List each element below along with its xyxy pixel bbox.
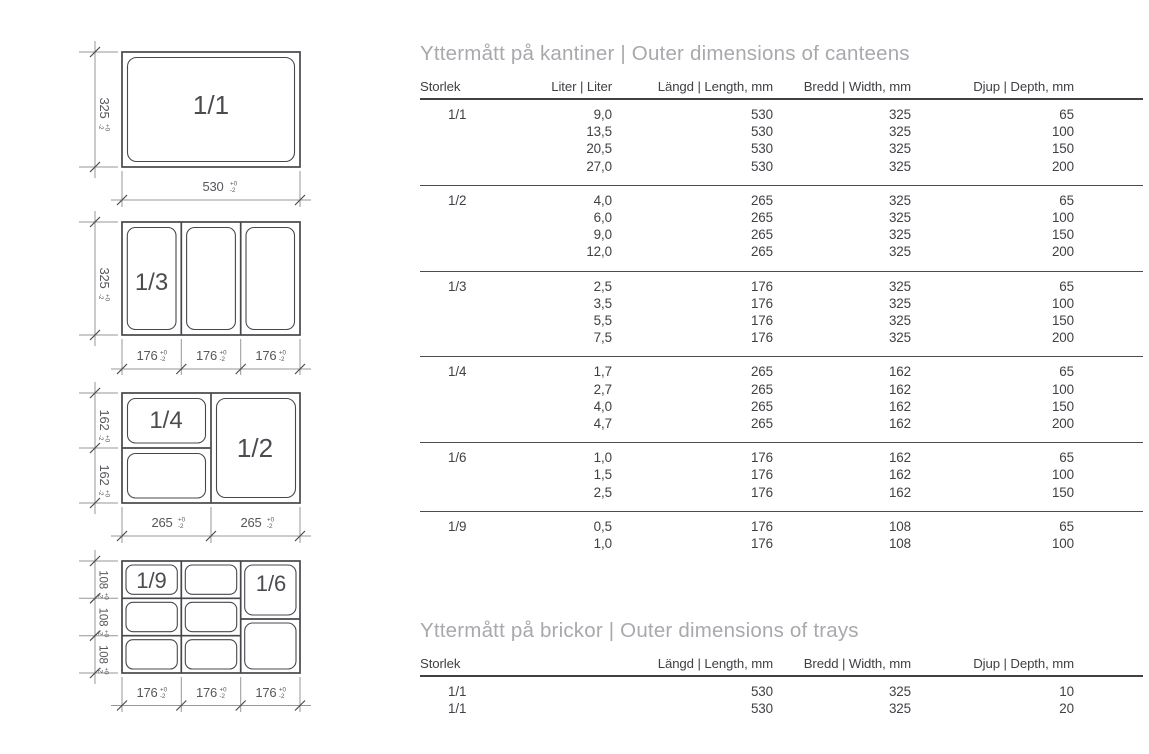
col-header-width: Bredd | Width, mm [803, 656, 911, 672]
tolerance-plus: +0 [178, 516, 186, 524]
tolerance-plus: +0 [102, 630, 110, 638]
cell-width: 162 [888, 381, 911, 397]
table-row [420, 278, 1143, 295]
diagram-gn-1-4-1-2 [79, 382, 311, 543]
col-header-depth: Djup | Depth, mm [973, 656, 1074, 672]
diagram-gn-1-9-1-6 [79, 550, 311, 712]
cell-depth: 10 [1059, 684, 1074, 700]
tolerance-minus: -2 [96, 592, 104, 599]
cell-liter: 2,5 [593, 484, 612, 500]
cell-length: 176 [750, 467, 773, 483]
tolerance-plus: +0 [103, 124, 111, 132]
cell-liter: 20,5 [586, 141, 612, 157]
cell-storlek-empty [420, 329, 520, 346]
cell-depth: 150 [1051, 313, 1074, 329]
cell-storlek: 1/3 [448, 278, 467, 294]
pan-label-1-3: 1/3 [134, 269, 169, 296]
table-row [420, 312, 1143, 329]
tolerance-plus: +0 [103, 435, 111, 443]
cell-depth: 65 [1059, 192, 1074, 208]
cell-depth: 100 [1051, 210, 1074, 226]
pan-inner-1-4 [128, 454, 206, 499]
trays-body [420, 677, 1143, 727]
cell-width: 325 [888, 158, 911, 174]
table-row [420, 140, 1143, 157]
cell-width: 162 [888, 416, 911, 432]
pan-label-1-2: 1/2 [236, 433, 274, 463]
cell-width: 325 [888, 701, 911, 717]
cell-liter: 3,5 [593, 295, 612, 311]
dim-label: 162 [97, 464, 112, 486]
cell-width: 325 [888, 330, 911, 346]
cell-liter: 6,0 [593, 210, 612, 226]
dim-label: 108 [96, 645, 109, 664]
tolerance-plus: +0 [278, 349, 286, 357]
tolerance-minus: -2 [230, 187, 236, 194]
cell-depth: 65 [1059, 450, 1074, 466]
cell-depth: 20 [1059, 701, 1074, 717]
cell-storlek-empty [420, 466, 520, 483]
cell-storlek-empty [420, 398, 520, 415]
cell-liter: 9,0 [593, 227, 612, 243]
dim-label: 265 [151, 515, 173, 530]
cell-liter: 4,0 [593, 398, 612, 414]
dim-label: 176 [195, 685, 218, 700]
pan-inner-1-9 [185, 640, 236, 669]
cell-length: 265 [750, 244, 773, 260]
col-header-depth: Djup | Depth, mm [973, 79, 1074, 94]
tolerance-plus: +0 [278, 686, 286, 694]
cell-storlek: 1/9 [448, 518, 467, 534]
cell-storlek-empty [420, 484, 520, 501]
size-group-1-3 [420, 272, 1143, 358]
cell-length: 265 [750, 192, 773, 208]
col-header-storlek: Storlek [420, 656, 461, 672]
cell-storlek: 1/2 [448, 192, 467, 208]
tolerance-plus: +0 [219, 686, 227, 694]
col-header-length: Längd | Length, mm [657, 79, 773, 94]
cell-width: 162 [888, 484, 911, 500]
tolerance-minus: -2 [219, 693, 226, 700]
dimension-width-530 [111, 171, 311, 207]
dim-label: 162 [97, 409, 112, 431]
dimension-width-265x2 [111, 507, 311, 543]
cell-depth: 65 [1059, 518, 1074, 534]
col-header-length: Längd | Length, mm [657, 656, 773, 672]
dim-label: 108 [96, 607, 109, 627]
size-group-1-1 [420, 100, 1143, 186]
cell-depth: 100 [1051, 295, 1074, 311]
cell-width: 325 [888, 227, 911, 243]
table-row [420, 209, 1143, 226]
cell-width: 325 [888, 244, 911, 260]
cell-depth: 150 [1051, 141, 1074, 157]
tolerance-minus: -2 [160, 693, 166, 700]
table-row [420, 484, 1143, 501]
cell-width: 162 [888, 467, 911, 483]
cell-depth: 200 [1051, 416, 1074, 432]
cell-depth: 200 [1051, 244, 1074, 260]
cell-depth: 65 [1059, 107, 1074, 122]
cell-length: 265 [750, 227, 773, 243]
pan-label-1-6: 1/6 [255, 571, 287, 596]
size-group-1-6 [420, 443, 1143, 512]
cell-storlek-empty [420, 226, 520, 243]
cell-liter: 1,5 [593, 467, 612, 483]
cell-depth: 100 [1051, 381, 1074, 397]
trays-header-row [420, 656, 1143, 677]
table-row [420, 295, 1143, 312]
table-row [420, 535, 1143, 552]
table-row [420, 243, 1143, 260]
cell-liter: 7,5 [593, 330, 612, 346]
tolerance-plus: +0 [267, 516, 275, 524]
dim-label: 325 [97, 267, 112, 289]
cell-depth: 200 [1051, 330, 1074, 346]
cell-width: 325 [888, 210, 911, 226]
table-row [420, 466, 1143, 483]
table-row [420, 192, 1143, 209]
pan-inner-1-9 [185, 565, 236, 594]
table-row [420, 683, 1143, 700]
cell-width: 325 [888, 141, 911, 157]
dim-label: 530 [202, 179, 224, 194]
cell-liter: 0,5 [593, 518, 612, 534]
cell-liter: 2,7 [593, 381, 612, 397]
cell-depth: 65 [1059, 278, 1074, 294]
table-row [420, 415, 1143, 432]
cell-liter: 27,0 [586, 158, 612, 174]
cell-length: 530 [750, 107, 773, 122]
tolerance-minus: -2 [97, 294, 104, 300]
pan-inner-1-9 [126, 640, 177, 669]
tolerance-plus: +0 [103, 294, 111, 302]
cell-length: 530 [750, 141, 773, 157]
canteens-title: Yttermått på kantiner | Outer dimensions of canteens [420, 42, 910, 65]
tolerance-plus: +0 [102, 667, 110, 675]
cell-liter: 5,5 [593, 313, 612, 329]
cell-length: 265 [750, 416, 773, 432]
tolerance-minus: -2 [178, 523, 184, 530]
table-row [420, 363, 1143, 380]
cell-length: 265 [750, 364, 773, 380]
cell-storlek: 1/4 [448, 364, 467, 380]
cell-storlek-empty [420, 295, 520, 312]
tolerance-minus: -2 [97, 124, 104, 130]
dim-label: 176 [195, 348, 218, 363]
cell-width: 162 [888, 398, 911, 414]
cell-length: 176 [750, 278, 773, 294]
table-row [420, 449, 1143, 466]
cell-length: 176 [750, 536, 773, 552]
tolerance-minus: -2 [97, 435, 104, 441]
cell-liter: 1,7 [593, 364, 612, 380]
cell-width: 325 [888, 124, 911, 140]
cell-length: 530 [750, 701, 773, 717]
table-row [420, 123, 1143, 140]
cell-length: 176 [750, 313, 773, 329]
dim-label: 176 [255, 685, 277, 700]
pan-inner-1-9 [185, 602, 236, 631]
tolerance-minus: -2 [267, 523, 273, 530]
size-group-1-9 [420, 512, 1143, 562]
cell-liter: 1,0 [593, 450, 612, 466]
pan-inner-1-6 [245, 623, 296, 669]
pan-inner-1-9 [126, 602, 177, 631]
cell-width: 325 [888, 295, 911, 311]
tolerance-plus: +0 [160, 349, 168, 357]
cell-length: 265 [750, 398, 773, 414]
cell-depth: 200 [1051, 158, 1074, 174]
cell-liter: 12,0 [586, 244, 612, 260]
cell-storlek-empty [420, 140, 520, 157]
col-header-liter: Liter | Liter [551, 79, 612, 94]
tolerance-plus: +0 [230, 180, 238, 188]
cell-length: 265 [750, 210, 773, 226]
cell-width: 325 [888, 313, 911, 329]
dim-label: 176 [136, 348, 158, 363]
tolerance-plus: +0 [219, 349, 227, 357]
tolerance-minus: -2 [278, 356, 285, 363]
cell-length: 530 [750, 124, 773, 140]
cell-liter: 4,0 [593, 192, 612, 208]
pan-label-1-1: 1/1 [192, 90, 230, 120]
cell-liter: 4,7 [593, 416, 612, 432]
pan-inner-1-3 [246, 228, 295, 330]
cell-storlek: 1/1 [448, 107, 467, 122]
cell-width: 162 [888, 364, 911, 380]
cell-width: 325 [888, 684, 911, 700]
cell-depth: 100 [1051, 536, 1074, 552]
cell-length: 530 [750, 158, 773, 174]
cell-length: 176 [750, 295, 773, 311]
cell-liter: 2,5 [593, 278, 612, 294]
size-group-1-2 [420, 186, 1143, 272]
dimension-height-325 [79, 211, 118, 346]
dimension-width-176x3 [111, 677, 311, 712]
dimension-width-176x3 [111, 339, 311, 375]
dimension-height-325 [79, 41, 118, 178]
table-row [420, 158, 1143, 175]
cell-width: 162 [888, 450, 911, 466]
cell-storlek-empty [420, 535, 520, 552]
dimension-height-108x3 [79, 550, 118, 684]
dim-label: 265 [240, 515, 262, 530]
table-row [420, 106, 1143, 123]
tolerance-plus: +0 [160, 686, 168, 694]
trays-title: Yttermått på brickor | Outer dimensions of trays [420, 619, 859, 643]
dim-label: 176 [255, 348, 277, 363]
tolerance-minus: -2 [97, 490, 104, 496]
tolerance-minus: -2 [96, 630, 104, 636]
cell-liter: 9,0 [593, 107, 612, 122]
cell-width: 108 [888, 536, 911, 552]
tables-panel [420, 42, 1143, 728]
cell-depth: 100 [1051, 467, 1074, 483]
table-row [420, 329, 1143, 346]
dim-label: 176 [136, 685, 158, 700]
diagram-gn-1-1 [79, 41, 311, 207]
size-group-1-4 [420, 357, 1143, 443]
cell-width: 108 [888, 518, 911, 534]
table-row [420, 226, 1143, 243]
cell-width: 325 [888, 192, 911, 208]
tolerance-minus: -2 [160, 356, 166, 363]
cell-width: 325 [888, 107, 911, 122]
pan-inner-1-3 [187, 228, 236, 330]
cell-width: 325 [888, 278, 911, 294]
tolerance-minus: -2 [96, 667, 104, 673]
table-row [420, 398, 1143, 415]
cell-storlek-empty [420, 158, 520, 175]
table-row [420, 381, 1143, 398]
cell-length: 530 [750, 684, 773, 700]
cell-storlek-empty [420, 381, 520, 398]
diagram-gn-1-3 [79, 211, 311, 375]
tolerance-minus: -2 [278, 693, 285, 700]
pan-label-1-4: 1/4 [149, 407, 183, 434]
tolerance-plus: +0 [102, 592, 110, 600]
cell-depth: 65 [1059, 364, 1074, 380]
cell-length: 176 [750, 484, 773, 500]
cell-storlek: 1/1 [448, 684, 467, 700]
tolerance-plus: +0 [103, 490, 111, 498]
cell-storlek-empty [420, 209, 520, 226]
col-header-width: Bredd | Width, mm [803, 79, 911, 94]
cell-depth: 150 [1051, 227, 1074, 243]
cell-storlek-empty [420, 312, 520, 329]
tolerance-minus: -2 [219, 356, 226, 363]
cell-storlek: 1/1 [448, 701, 467, 717]
pan-label-1-9: 1/9 [136, 568, 167, 593]
cell-storlek-empty [420, 415, 520, 432]
table-row [420, 518, 1143, 535]
cell-depth: 150 [1051, 484, 1074, 500]
dim-label: 325 [97, 97, 112, 119]
canteens-header-row [420, 79, 1143, 100]
gn-pan-diagrams [0, 0, 360, 754]
dimension-height-162x2 [79, 382, 118, 514]
cell-length: 176 [750, 518, 773, 534]
cell-length: 176 [750, 450, 773, 466]
cell-storlek-empty [420, 243, 520, 260]
cell-length: 265 [750, 381, 773, 397]
cell-liter: 13,5 [586, 124, 612, 140]
cell-storlek-empty [420, 123, 520, 140]
dim-label: 108 [96, 570, 109, 589]
table-row [420, 700, 1143, 717]
cell-liter: 1,0 [593, 536, 612, 552]
cell-storlek: 1/6 [448, 450, 467, 466]
cell-depth: 100 [1051, 124, 1074, 140]
cell-depth: 150 [1051, 398, 1074, 414]
cell-length: 176 [750, 330, 773, 346]
col-header-storlek: Storlek [420, 79, 461, 94]
